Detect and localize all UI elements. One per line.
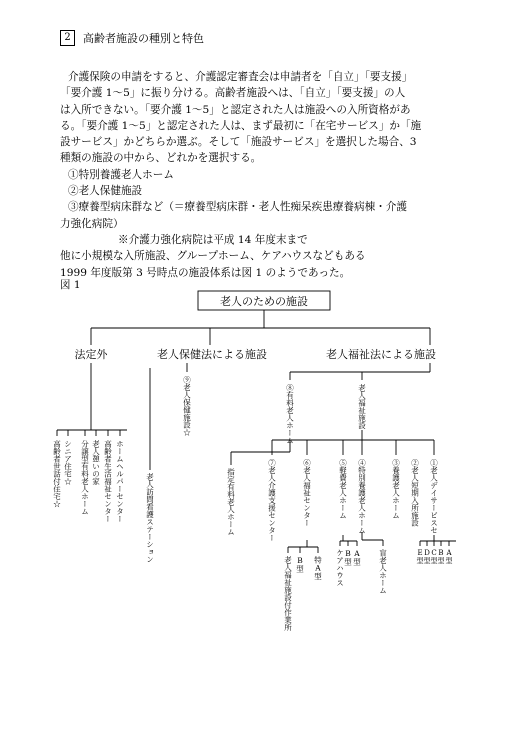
keihi-type: ケアハウス (335, 549, 345, 587)
category-nonstatutory: 法定外 (74, 348, 108, 361)
fukushi-facility-label: 老人福祉施設 (357, 384, 367, 429)
keihi-type: A型 (352, 549, 362, 566)
fukushi-item: ②老人短期入所施設 (410, 459, 420, 527)
list-item: ①特別養護老人ホーム (68, 168, 174, 181)
fukushi-item: ①老人デイサービスセ (429, 459, 439, 534)
nonstatutory-item: ホームヘルパーセンター (115, 440, 125, 523)
body-line: 力強化病院） (60, 217, 124, 230)
fukushi-item: ⑦老人介護支援センター (267, 459, 277, 542)
fukushi-item: ④特別養護老人ホーム (357, 459, 367, 534)
nonstatutory-item: 老人憩いの家 (91, 440, 101, 485)
body-line: は入所できない。「要介護 1～5」と認定された人は施設への入所資格があ (60, 103, 411, 116)
roken-facility: ⑨老人保健施設☆ (182, 376, 192, 436)
day-service-types (416, 549, 453, 564)
nonstatutory-item: 高齢者世話付住宅☆ (52, 440, 62, 508)
yuryo-home: ⑧有料老人ホーム (285, 384, 295, 444)
list-item: ②老人保健施設 (68, 185, 143, 198)
section-number: 2 (60, 30, 75, 46)
nonstatutory-item: 分譲型有料老人ホーム (80, 440, 90, 515)
category-fukushi: 老人福祉法による施設 (326, 348, 436, 361)
center6-type: B型 (295, 556, 305, 573)
day-type: B型 (437, 549, 445, 564)
note-line: ※介護力強化病院は平成 14 年度末まで (118, 233, 308, 246)
fukushi-items (267, 459, 438, 542)
figure-label: 図 1 (60, 279, 81, 291)
list-item: ③療養型病床群など（＝療養型病床群・老人性痴呆疾患療養病棟・介護 (68, 201, 407, 214)
day-type: C型 (430, 549, 438, 564)
center6-types (283, 555, 322, 633)
nonstatutory-items (52, 439, 124, 523)
body-line: 「要介護 1～5」に振り分ける。高齢者施設へは、「自立」「要支援」の人 (60, 87, 406, 100)
root-label: 老人のための施設 (220, 295, 308, 308)
fukushi-item: ③養護老人ホーム (391, 459, 401, 519)
nonstatutory-item: 高齢者生活福祉センター (103, 440, 113, 523)
category-hoken: 老人保健法による施設 (157, 348, 267, 361)
fukushi-item: ⑤軽費老人ホーム (338, 459, 348, 519)
fukushi-item: ⑥老人福祉センター (302, 459, 312, 527)
body-line: 他に小規模な入所施設、グループホーム、ケアハウスなどもある (60, 250, 366, 263)
body-line: る。「要介護 1～5」と認定された人は、まず最初に「在宅サービス」か「施 (60, 119, 422, 132)
body-line: 種類の施設の中から、どれかを選択する。 (60, 152, 262, 165)
section-title: 高齢者施設の種別と特色 (83, 32, 204, 45)
body-line: 設サービス」かどちらか選ぶ。そして「施設サービス」を選択した場合、3 (60, 136, 417, 149)
day-type: D型 (423, 549, 431, 564)
blind-elderly-home: 盲老人ホーム (378, 549, 388, 594)
nonstatutory-item: シニア住宅☆ (63, 440, 73, 485)
keihi-type: B型 (343, 549, 353, 566)
center6-type: 老人福祉施設付作業所 (283, 556, 293, 631)
body-line: 介護保険の申請をすると、介護認定審査会は申請者を「自立」「要支援」 (68, 71, 413, 83)
body-line: 1999 年度版第 3 号時点の施設体系は図 1 のようであった。 (60, 266, 351, 279)
visiting-nurse-station: 老人訪問看護ステーション (145, 473, 155, 563)
day-type: E型 (416, 549, 424, 564)
keihi-types (336, 549, 362, 587)
day-type: A型 (445, 549, 453, 564)
center6-type: 特A型 (313, 556, 323, 580)
shitei-yuryo-home: 指定有料老人ホーム (226, 468, 236, 536)
